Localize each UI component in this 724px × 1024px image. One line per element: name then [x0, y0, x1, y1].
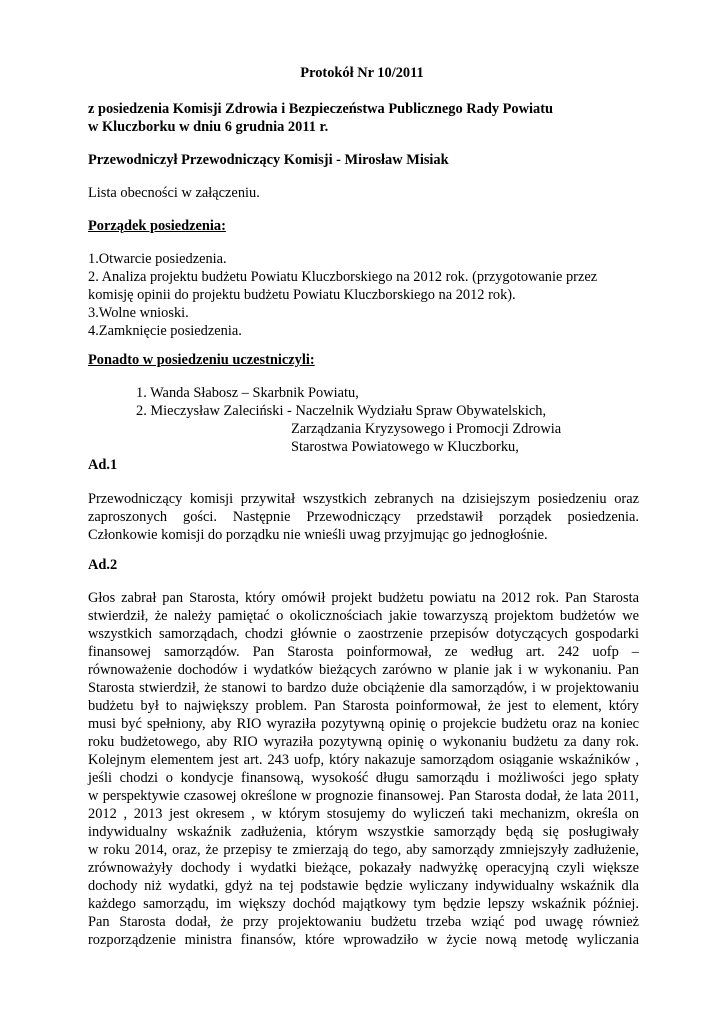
agenda-item: 4.Zamknięcie posiedzenia. [88, 323, 242, 339]
ad2-heading: Ad.2 [88, 557, 118, 573]
paragraph-line: roku budżetowego, aby RIO wyraziła pozytywną opinię o wykonaniu budżetu za dany rok. [88, 734, 639, 750]
paragraph-line: Starosta stwierdził, że stanowi to bardzo duże obciążenie dla samorządów, i w projektowaniu [88, 680, 639, 696]
paragraph-line: w perspektywie czasowej określone w prognozie finansowej. Pan Starosta dodał, że lata 2011, [88, 788, 639, 804]
agenda-item: 2. Analiza projektu budżetu Powiatu Kluczborskiego na 2012 rok. (przygotowanie przez [88, 269, 598, 285]
agenda-heading: Porządek posiedzenia: [88, 218, 226, 234]
attendees-heading: Ponadto w posiedzeniu uczestniczyli: [88, 352, 315, 368]
subtitle-line: w Kluczborku w dniu 6 grudnia 2011 r. [88, 119, 329, 135]
ad2-paragraph [88, 589, 639, 949]
paragraph-line: Głos zabrał pan Starosta, który omówił projekt budżetu powiatu na 2012 rok. Pan Starosta [88, 590, 639, 606]
attendee-item: 1. Wanda Słabosz – Skarbnik Powiatu, [136, 385, 359, 401]
paragraph-line: budżetu był to największy problem. Pan Starosta poinformował, że jest to element, który [88, 698, 639, 714]
paragraph-line: Pan Starosta dodał, że przy projektowaniu budżetu trzeba wziąć pod uwagę również [88, 914, 639, 930]
paragraph-line: 2012 , 2013 jest okresem , w którym stosujemy do wyliczeń taki mechanizm, określa on [88, 806, 639, 822]
paragraph-line: zrównoważyły dochody i wydatki bieżące, pokazały nadwyżkę operacyjną czyli większe [88, 860, 639, 876]
attendee-item-continuation: Starostwa Powiatowego w Kluczborku, [291, 439, 519, 455]
paragraph-line: Przewodniczący komisji przywitał wszystkich zebranych na dzisiejszym posiedzeniu oraz [88, 491, 639, 507]
agenda-item: 3.Wolne wnioski. [88, 305, 189, 321]
paragraph-line: równoważenie dochodów i wydatków bieżących zarówno w planie jak i w wykonaniu. Pan [88, 662, 639, 678]
paragraph-line: w roku 2014, oraz, że przepisy te zmierzają do tego, aby samorządy zmniejszyły zadłużenie, [88, 842, 639, 858]
agenda-list [88, 250, 639, 340]
attendees-list [136, 384, 656, 456]
agenda-item: komisję opinii do projektu budżetu Powiatu Kluczborskiego na 2012 rok). [88, 287, 516, 303]
meeting-subtitle [88, 100, 639, 136]
paragraph-line: jeśli chodzi o kondycje finansową, wysokość długu samorządu i możliwości jego spłaty [88, 770, 639, 786]
paragraph-line: Kolejnym elementem jest art. 243 uofp, który nakazuje samorządom osiąganie wskaźników , [88, 752, 639, 768]
paragraph-line: każdego samorządu, im większy dochód majątkowy tym będzie lepszy wskaźnik później. [88, 896, 639, 912]
paragraph-line: zaproszonych gości. Następnie Przewodniczący przedstawił porządek posiedzenia. [88, 509, 639, 525]
attendance-note: Lista obecności w załączeniu. [88, 185, 260, 201]
paragraph-line: indywidualny wskaźnik zadłużenia, którym wszystkie samorządy będą się posługiwały [88, 824, 639, 840]
attendee-item: 2. Mieczysław Zaleciński - Naczelnik Wydziału Spraw Obywatelskich, [136, 403, 547, 419]
ad1-paragraph [88, 490, 639, 544]
paragraph-line: dochody niż wydatki, gdyż na tej podstawie będzie wyliczany indywidualny wskaźnik dla [88, 878, 639, 894]
paragraph-line: musi być spełniony, aby RIO wyraziła pozytywną opinię o projekcie budżetu oraz na koniec [88, 716, 639, 732]
paragraph-line: stwierdził, że należy pamiętać o okolicznościach jakie towarzyszą projektom budżetów we [88, 608, 639, 624]
paragraph-line: wszystkich samorządach, chodzi głównie o zaostrzenie przepisów dotyczących gospodarki [88, 626, 639, 642]
subtitle-line: z posiedzenia Komisji Zdrowia i Bezpieczeństwa Publicznego Rady Powiatu [88, 101, 554, 117]
paragraph-line: finansowej samorządów. Pan Starosta poinformował, ze według art. 242 uofp – [88, 644, 639, 660]
protocol-title: Protokół Nr 10/2011 [300, 65, 424, 81]
paragraph-line: Członkowie komisji do porządku nie wnieśli uwag przyjmując go jednogłośnie. [88, 527, 548, 543]
ad1-heading: Ad.1 [88, 457, 118, 473]
chair-line: Przewodniczył Przewodniczący Komisji - Mirosław Misiak [88, 152, 449, 168]
attendee-item-continuation: Zarządzania Kryzysowego i Promocji Zdrowia [291, 421, 562, 437]
paragraph-line: rozporządzenie ministra finansów, które wprowadziło w życie nową metodę wyliczania [88, 932, 639, 948]
agenda-item: 1.Otwarcie posiedzenia. [88, 251, 227, 267]
